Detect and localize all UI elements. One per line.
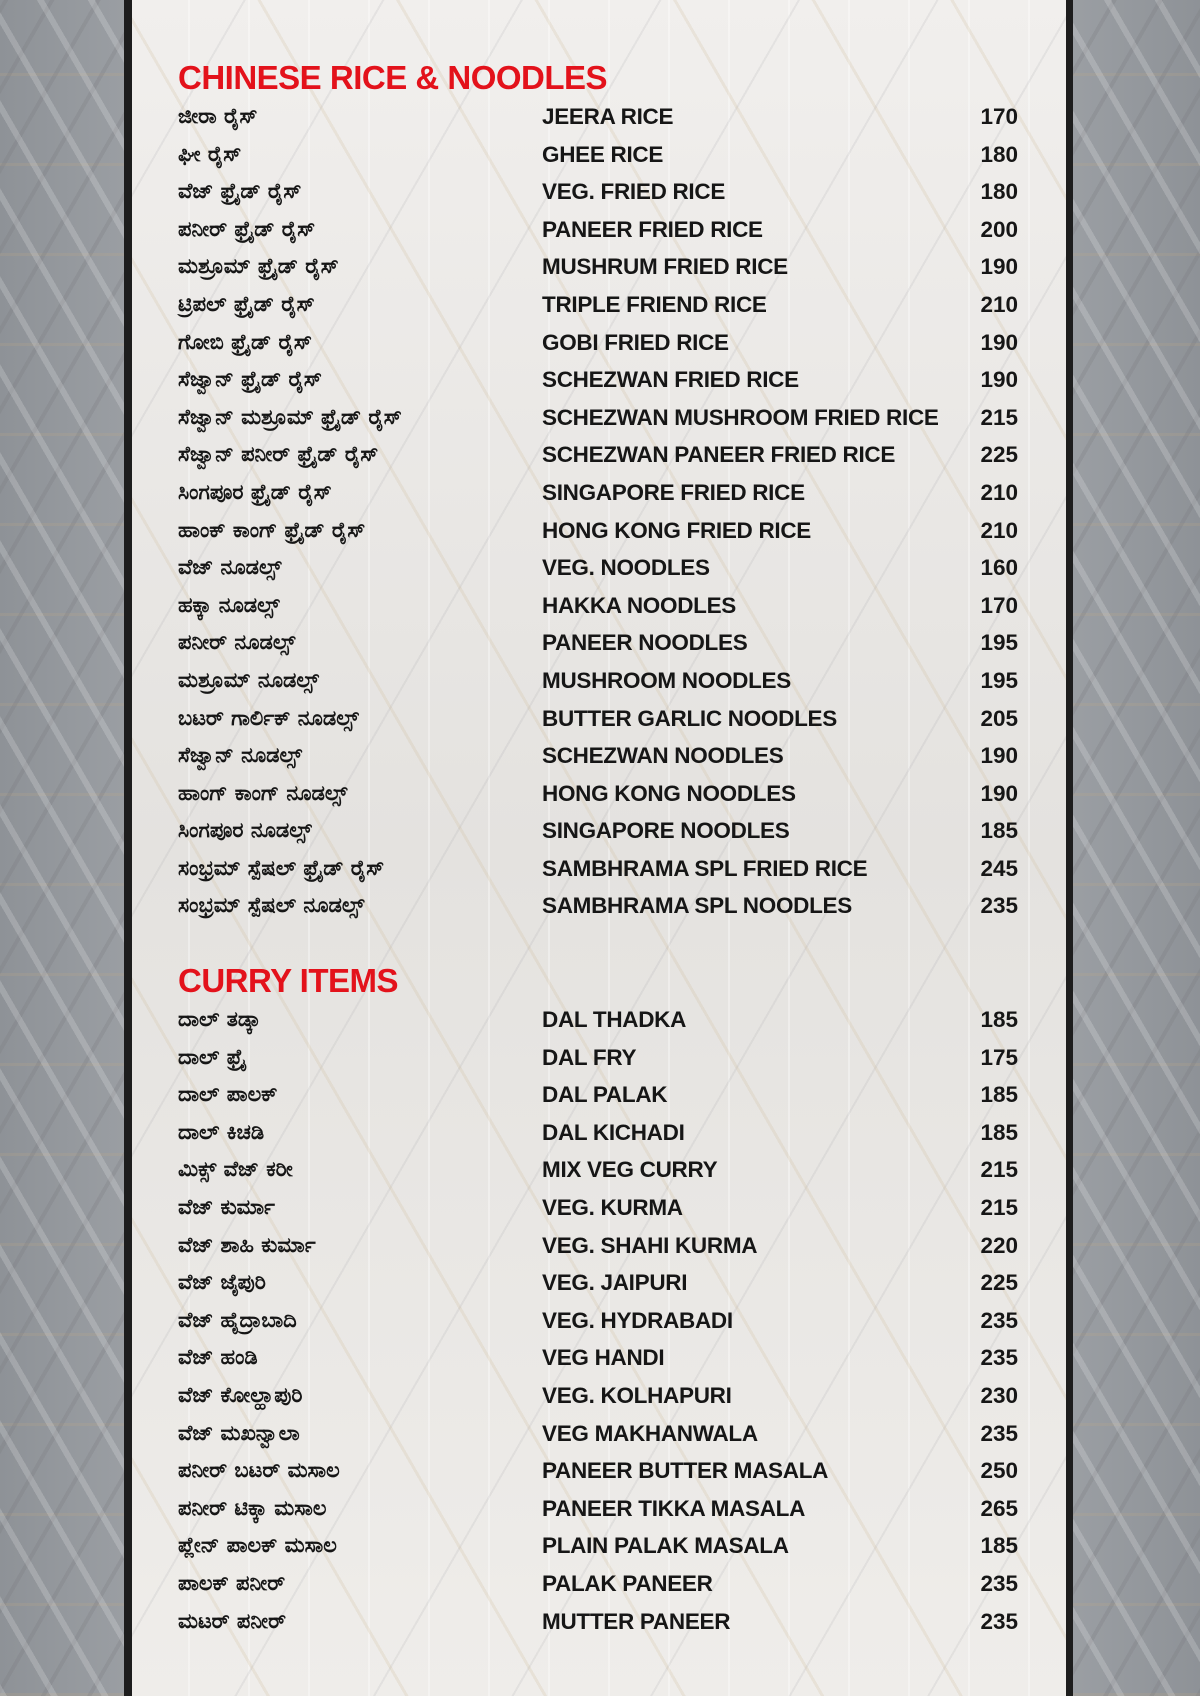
item-kannada-name: ಹಕ್ಕಾ ನೂಡಲ್ಸ್ bbox=[178, 592, 280, 617]
item-price: 170 bbox=[980, 592, 1018, 618]
item-price: 230 bbox=[980, 1382, 1018, 1408]
item-name: PANEER FRIED RICE bbox=[542, 216, 763, 242]
item-name: SCHEZWAN FRIED RICE bbox=[542, 367, 799, 393]
item-name: MUTTER PANEER bbox=[542, 1608, 731, 1634]
item-kannada-name: ಸೆಜ್ವಾನ್ ಫ್ರೈಡ್ ರೈಸ್ bbox=[178, 367, 322, 392]
menu-list bbox=[178, 1001, 1018, 1640]
menu-item-row bbox=[178, 850, 1018, 888]
item-price: 190 bbox=[980, 743, 1018, 769]
item-price: 190 bbox=[980, 329, 1018, 355]
item-kannada-name: ವೆಜ್ ಹಂಡಿ bbox=[178, 1345, 258, 1370]
item-name: DAL PALAK bbox=[542, 1082, 668, 1108]
item-kannada-name: ಬಟರ್ ಗಾರ್ಲಿಕ್ ನೂಡಲ್ಸ್ bbox=[178, 705, 359, 730]
item-kannada-name: ಮಶ್ರೂಮ್ ನೂಡಲ್ಸ್ bbox=[178, 667, 319, 692]
item-price: 235 bbox=[980, 893, 1018, 919]
item-kannada-name: ಪನೀರ್ ಬಟರ್ ಮಸಾಲ bbox=[178, 1458, 340, 1483]
item-kannada-name: ಪ್ಲೇನ್ ಪಾಲಕ್ ಮಸಾಲ bbox=[178, 1533, 337, 1558]
menu-item-row bbox=[178, 173, 1018, 211]
item-name: HONG KONG NOODLES bbox=[542, 780, 796, 806]
item-name: VEG. SHAHI KURMA bbox=[542, 1232, 758, 1258]
item-price: 225 bbox=[980, 442, 1018, 468]
item-kannada-name: ಪನೀರ್ ಫ್ರೈಡ್ ರೈಸ್ bbox=[178, 216, 316, 241]
menu-item-row bbox=[178, 1076, 1018, 1114]
item-kannada-name: ಸೆಜ್ವಾನ್ ನೂಡಲ್ಸ್ bbox=[178, 743, 302, 768]
menu-item-row bbox=[178, 812, 1018, 850]
item-kannada-name: ಟ್ರಿಪಲ್ ಫ್ರೈಡ್ ರೈಸ್ bbox=[178, 291, 315, 316]
menu-item-row bbox=[178, 136, 1018, 174]
menu-item-row bbox=[178, 1565, 1018, 1603]
item-kannada-name: ದಾಲ್ ಪಾಲಕ್ bbox=[178, 1082, 278, 1107]
item-price: 225 bbox=[980, 1270, 1018, 1296]
item-price: 235 bbox=[980, 1420, 1018, 1446]
item-name: SINGAPORE FRIED RICE bbox=[542, 479, 805, 505]
menu-item-row bbox=[178, 512, 1018, 550]
item-kannada-name: ಘೀ ರೈಸ್ bbox=[178, 141, 242, 166]
item-price: 180 bbox=[980, 179, 1018, 205]
item-price: 185 bbox=[980, 1007, 1018, 1032]
item-name: DAL KICHADI bbox=[542, 1119, 685, 1145]
item-kannada-name: ಮಟರ್ ಪನೀರ್ bbox=[178, 1608, 287, 1633]
menu-item-row bbox=[178, 662, 1018, 700]
menu-item-row bbox=[178, 1039, 1018, 1077]
menu-item-row bbox=[178, 1001, 1018, 1039]
item-name: SCHEZWAN PANEER FRIED RICE bbox=[542, 442, 896, 468]
panel-border-right bbox=[1066, 0, 1073, 1696]
item-kannada-name: ವೆಜ್ ಮಖನ್ವಾಲಾ bbox=[178, 1420, 300, 1445]
item-kannada-name: ಸೆಜ್ವಾನ್ ಪನೀರ್ ಫ್ರೈಡ್ ರೈಸ್ bbox=[178, 442, 379, 467]
item-name: SINGAPORE NOODLES bbox=[542, 818, 790, 844]
item-name: PANEER TIKKA MASALA bbox=[542, 1495, 806, 1521]
panel-border-left bbox=[124, 0, 132, 1696]
item-price: 190 bbox=[980, 367, 1018, 393]
item-kannada-name: ವೆಜ್ ಶಾಹಿ ಕುರ್ಮಾ bbox=[178, 1232, 316, 1257]
menu-item-row bbox=[178, 211, 1018, 249]
menu-item-row bbox=[178, 624, 1018, 662]
item-price: 185 bbox=[980, 1119, 1018, 1145]
item-price: 215 bbox=[980, 1157, 1018, 1183]
item-kannada-name: ಹಾಂಕ್ ಕಾಂಗ್ ಫ್ರೈಡ್ ರೈಸ್ bbox=[178, 517, 366, 542]
item-price: 205 bbox=[980, 705, 1018, 731]
item-price: 235 bbox=[980, 1608, 1018, 1634]
item-kannada-name: ಪನೀರ್ ಟಿಕ್ಕಾ ಮಸಾಲ bbox=[178, 1495, 327, 1520]
item-price: 185 bbox=[980, 1533, 1018, 1559]
item-kannada-name: ಸಿಂಗಪೂರ ಫ್ರೈಡ್ ರೈಸ್ bbox=[178, 479, 332, 504]
menu-item-row bbox=[178, 1227, 1018, 1265]
section-title: CURRY ITEMS bbox=[178, 962, 399, 999]
item-kannada-name: ಮಶ್ರೂಮ್ ಫ್ರೈಡ್ ರೈಸ್ bbox=[178, 254, 339, 279]
item-name: VEG. KURMA bbox=[542, 1194, 683, 1220]
item-name: SCHEZWAN NOODLES bbox=[542, 743, 784, 769]
item-price: 210 bbox=[980, 517, 1018, 543]
item-price: 170 bbox=[980, 104, 1018, 129]
item-name: VEG. KOLHAPURI bbox=[542, 1382, 732, 1408]
menu-item-row bbox=[178, 474, 1018, 512]
item-name: JEERA RICE bbox=[542, 104, 674, 129]
item-name: MUSHROOM NOODLES bbox=[542, 667, 791, 693]
item-price: 200 bbox=[980, 216, 1018, 242]
item-price: 175 bbox=[980, 1044, 1018, 1070]
item-price: 185 bbox=[980, 1082, 1018, 1108]
item-name: PLAIN PALAK MASALA bbox=[542, 1533, 789, 1559]
item-price: 185 bbox=[980, 818, 1018, 844]
item-name: VEG MAKHANWALA bbox=[542, 1420, 758, 1446]
item-price: 180 bbox=[980, 141, 1018, 167]
item-kannada-name: ಗೋಬಿ ಫ್ರೈಡ್ ರೈಸ್ bbox=[178, 329, 312, 354]
item-kannada-name: ಹಾಂಗ್ ಕಾಂಗ್ ನೂಡಲ್ಸ್ bbox=[178, 780, 348, 805]
menu-item-row bbox=[178, 286, 1018, 324]
item-kannada-name: ವೆಜ್ ಜೈಪುರಿ bbox=[178, 1270, 266, 1295]
item-name: SAMBHRAMA SPL FRIED RICE bbox=[542, 855, 868, 881]
menu-item-row bbox=[178, 1527, 1018, 1565]
menu-item-row bbox=[178, 1264, 1018, 1302]
item-name: PANEER BUTTER MASALA bbox=[542, 1458, 829, 1484]
menu-item-row bbox=[178, 98, 1018, 136]
menu-item-row bbox=[178, 737, 1018, 775]
item-name: TRIPLE FRIEND RICE bbox=[542, 291, 767, 317]
item-price: 215 bbox=[980, 404, 1018, 430]
item-name: HAKKA NOODLES bbox=[542, 592, 737, 618]
menu-item-row bbox=[178, 1339, 1018, 1377]
item-kannada-name: ಪಾಲಕ್ ಪನೀರ್ bbox=[178, 1570, 286, 1595]
item-price: 190 bbox=[980, 780, 1018, 806]
item-name: VEG. FRIED RICE bbox=[542, 179, 726, 205]
menu-item-row bbox=[178, 887, 1018, 925]
item-name: SCHEZWAN MUSHROOM FRIED RICE bbox=[542, 404, 939, 430]
menu-item-row bbox=[178, 1490, 1018, 1528]
menu-item-row bbox=[178, 361, 1018, 399]
item-name: BUTTER GARLIC NOODLES bbox=[542, 705, 837, 731]
item-name: MUSHRUM FRIED RICE bbox=[542, 254, 788, 280]
item-kannada-name: ದಾಲ್ ಫ್ರೈ bbox=[178, 1044, 247, 1069]
item-name: SAMBHRAMA SPL NOODLES bbox=[542, 893, 852, 919]
item-name: VEG. JAIPURI bbox=[542, 1270, 688, 1296]
item-kannada-name: ಮಿಕ್ಸ್ ವೆಜ್ ಕರೀ bbox=[178, 1157, 293, 1182]
item-price: 190 bbox=[980, 254, 1018, 280]
section-curry-items bbox=[178, 961, 1018, 1640]
item-price: 195 bbox=[980, 667, 1018, 693]
item-kannada-name: ಜೀರಾ ರೈಸ್ bbox=[178, 104, 258, 128]
item-price: 235 bbox=[980, 1345, 1018, 1371]
menu-item-row bbox=[178, 1452, 1018, 1490]
item-price: 235 bbox=[980, 1307, 1018, 1333]
item-price: 265 bbox=[980, 1495, 1018, 1521]
menu-item-row bbox=[178, 775, 1018, 813]
item-kannada-name: ವೆಜ್ ನೂಡಲ್ಸ್ bbox=[178, 555, 282, 580]
item-kannada-name: ಸಿಂಗಪೂರ ನೂಡಲ್ಸ್ bbox=[178, 818, 312, 843]
item-name: HONG KONG FRIED RICE bbox=[542, 517, 812, 543]
item-name: PANEER NOODLES bbox=[542, 630, 748, 656]
item-price: 235 bbox=[980, 1570, 1018, 1596]
menu-list bbox=[178, 98, 1018, 925]
section-title: CHINESE RICE & NOODLES bbox=[178, 59, 608, 96]
item-price: 160 bbox=[980, 555, 1018, 581]
item-price: 215 bbox=[980, 1194, 1018, 1220]
item-price: 250 bbox=[980, 1458, 1018, 1484]
menu-item-row bbox=[178, 399, 1018, 437]
item-kannada-name: ಸಂಭ್ರಮ್ ಸ್ಪೆಷಲ್ ಫ್ರೈಡ್ ರೈಸ್ bbox=[178, 855, 385, 880]
menu-item-row bbox=[178, 587, 1018, 625]
menu-item-row bbox=[178, 1151, 1018, 1189]
item-name: PALAK PANEER bbox=[542, 1570, 713, 1596]
item-name: VEG. NOODLES bbox=[542, 555, 710, 581]
item-price: 195 bbox=[980, 630, 1018, 656]
item-name: MIX VEG CURRY bbox=[542, 1157, 718, 1183]
item-name: VEG HANDI bbox=[542, 1345, 665, 1371]
item-price: 245 bbox=[980, 855, 1018, 881]
menu-item-row bbox=[178, 1302, 1018, 1340]
menu-item-row bbox=[178, 436, 1018, 474]
item-name: DAL FRY bbox=[542, 1044, 637, 1070]
item-kannada-name: ದಾಲ್ ತಡ್ಕಾ bbox=[178, 1007, 261, 1031]
item-kannada-name: ಸೆಜ್ವಾನ್ ಮಶ್ರೂಮ್ ಫ್ರೈಡ್ ರೈಸ್ bbox=[178, 404, 402, 429]
item-kannada-name: ದಾಲ್ ಕಿಚಡಿ bbox=[178, 1119, 265, 1144]
menu-item-row bbox=[178, 700, 1018, 738]
item-price: 220 bbox=[980, 1232, 1018, 1258]
item-name: GHEE RICE bbox=[542, 141, 664, 167]
item-kannada-name: ವೆಜ್ ಕುರ್ಮಾ bbox=[178, 1194, 275, 1219]
menu-item-row bbox=[178, 1189, 1018, 1227]
item-kannada-name: ವೆಜ್ ಫ್ರೈಡ್ ರೈಸ್ bbox=[178, 179, 302, 204]
menu-item-row bbox=[178, 1415, 1018, 1453]
menu-item-row bbox=[178, 324, 1018, 362]
menu-item-row bbox=[178, 1114, 1018, 1152]
item-price: 210 bbox=[980, 479, 1018, 505]
item-kannada-name: ವೆಜ್ ಕೋಲ್ಹಾಪುರಿ bbox=[178, 1382, 303, 1407]
item-name: DAL THADKA bbox=[542, 1007, 687, 1032]
item-name: VEG. HYDRABADI bbox=[542, 1307, 733, 1333]
menu-item-row bbox=[178, 549, 1018, 587]
menu-item-row bbox=[178, 1377, 1018, 1415]
menu-item-row bbox=[178, 1603, 1018, 1641]
item-kannada-name: ವೆಜ್ ಹೈದ್ರಾಬಾದಿ bbox=[178, 1307, 297, 1332]
menu-item-row bbox=[178, 248, 1018, 286]
item-price: 210 bbox=[980, 291, 1018, 317]
item-kannada-name: ಪನೀರ್ ನೂಡಲ್ಸ್ bbox=[178, 630, 296, 655]
item-kannada-name: ಸಂಭ್ರಮ್ ಸ್ಪೆಷಲ್ ನೂಡಲ್ಸ್ bbox=[178, 893, 365, 918]
section-chinese-rice-noodles bbox=[178, 58, 1018, 925]
item-name: GOBI FRIED RICE bbox=[542, 329, 729, 355]
